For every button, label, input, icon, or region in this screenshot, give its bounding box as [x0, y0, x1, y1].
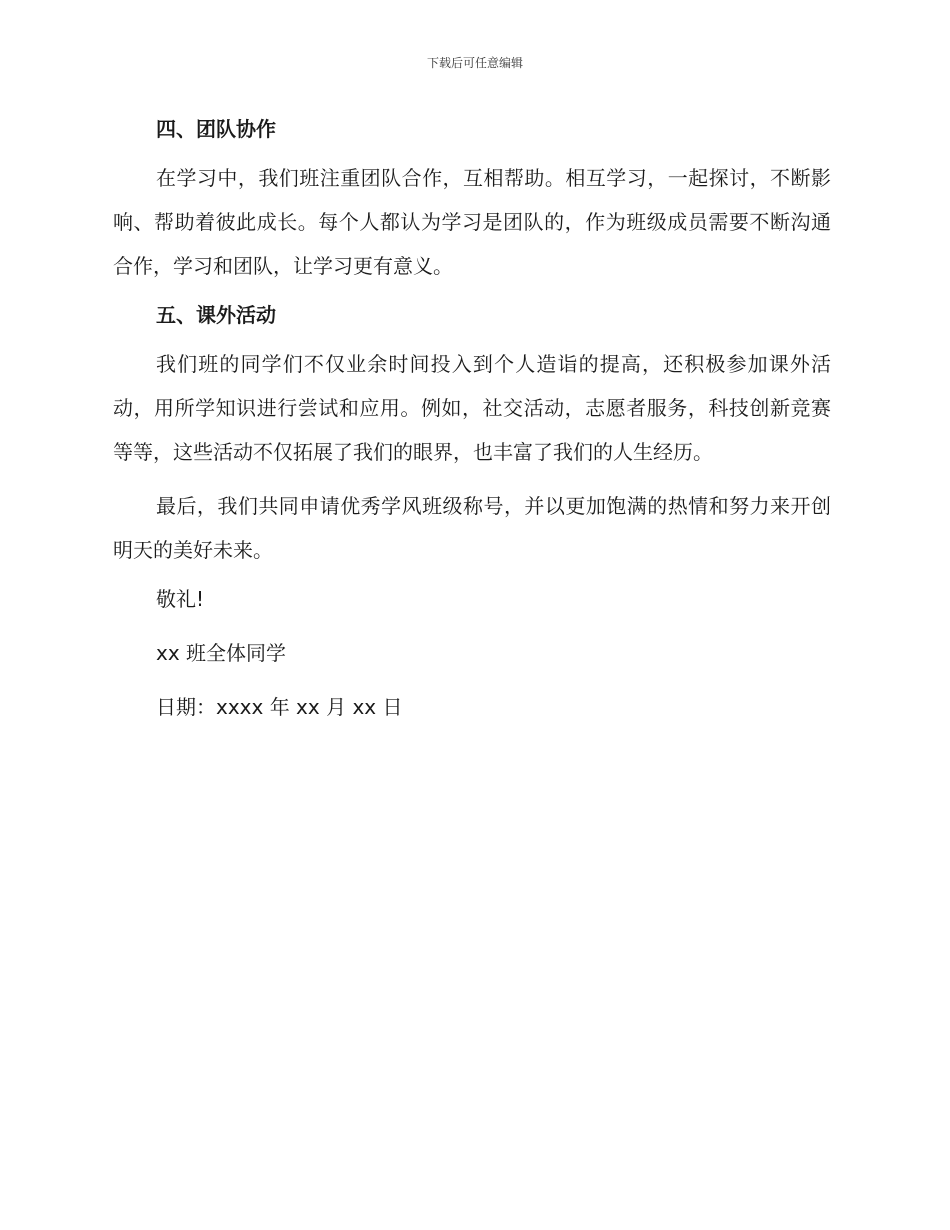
section-heading-teamwork: 四、团队协作	[156, 117, 276, 141]
closing-paragraph: 最后，我们共同申请优秀学风班级称号，并以更加饱满的热情和努力来开创明天的美好未来。	[113, 494, 831, 562]
document-body	[113, 112, 831, 744]
section-paragraph-teamwork: 在学习中，我们班注重团队合作，互相帮助。相互学习，一起探讨，不断影响、帮助着彼此成长。每个人都认为学习是团队的，作为班级成员需要不断沟通合作，学习和团队，让学习更有意义。	[113, 166, 831, 278]
salutation: 敬礼!	[156, 587, 205, 611]
signature: xx 班全体同学	[156, 641, 287, 665]
header-note: 下载后可任意编辑	[426, 56, 523, 70]
section-heading-activities: 五、课外活动	[156, 303, 276, 327]
date-line: 日期：xxxx 年 xx 月 xx 日	[156, 695, 403, 719]
section-paragraph-activities: 我们班的同学们不仅业余时间投入到个人造诣的提高，还积极参加课外活动，用所学知识进行尝试和应用。例如，社交活动，志愿者服务，科技创新竞赛等等，这些活动不仅拓展了我们的眼界，也丰富了我们的人生经历。	[113, 352, 831, 464]
